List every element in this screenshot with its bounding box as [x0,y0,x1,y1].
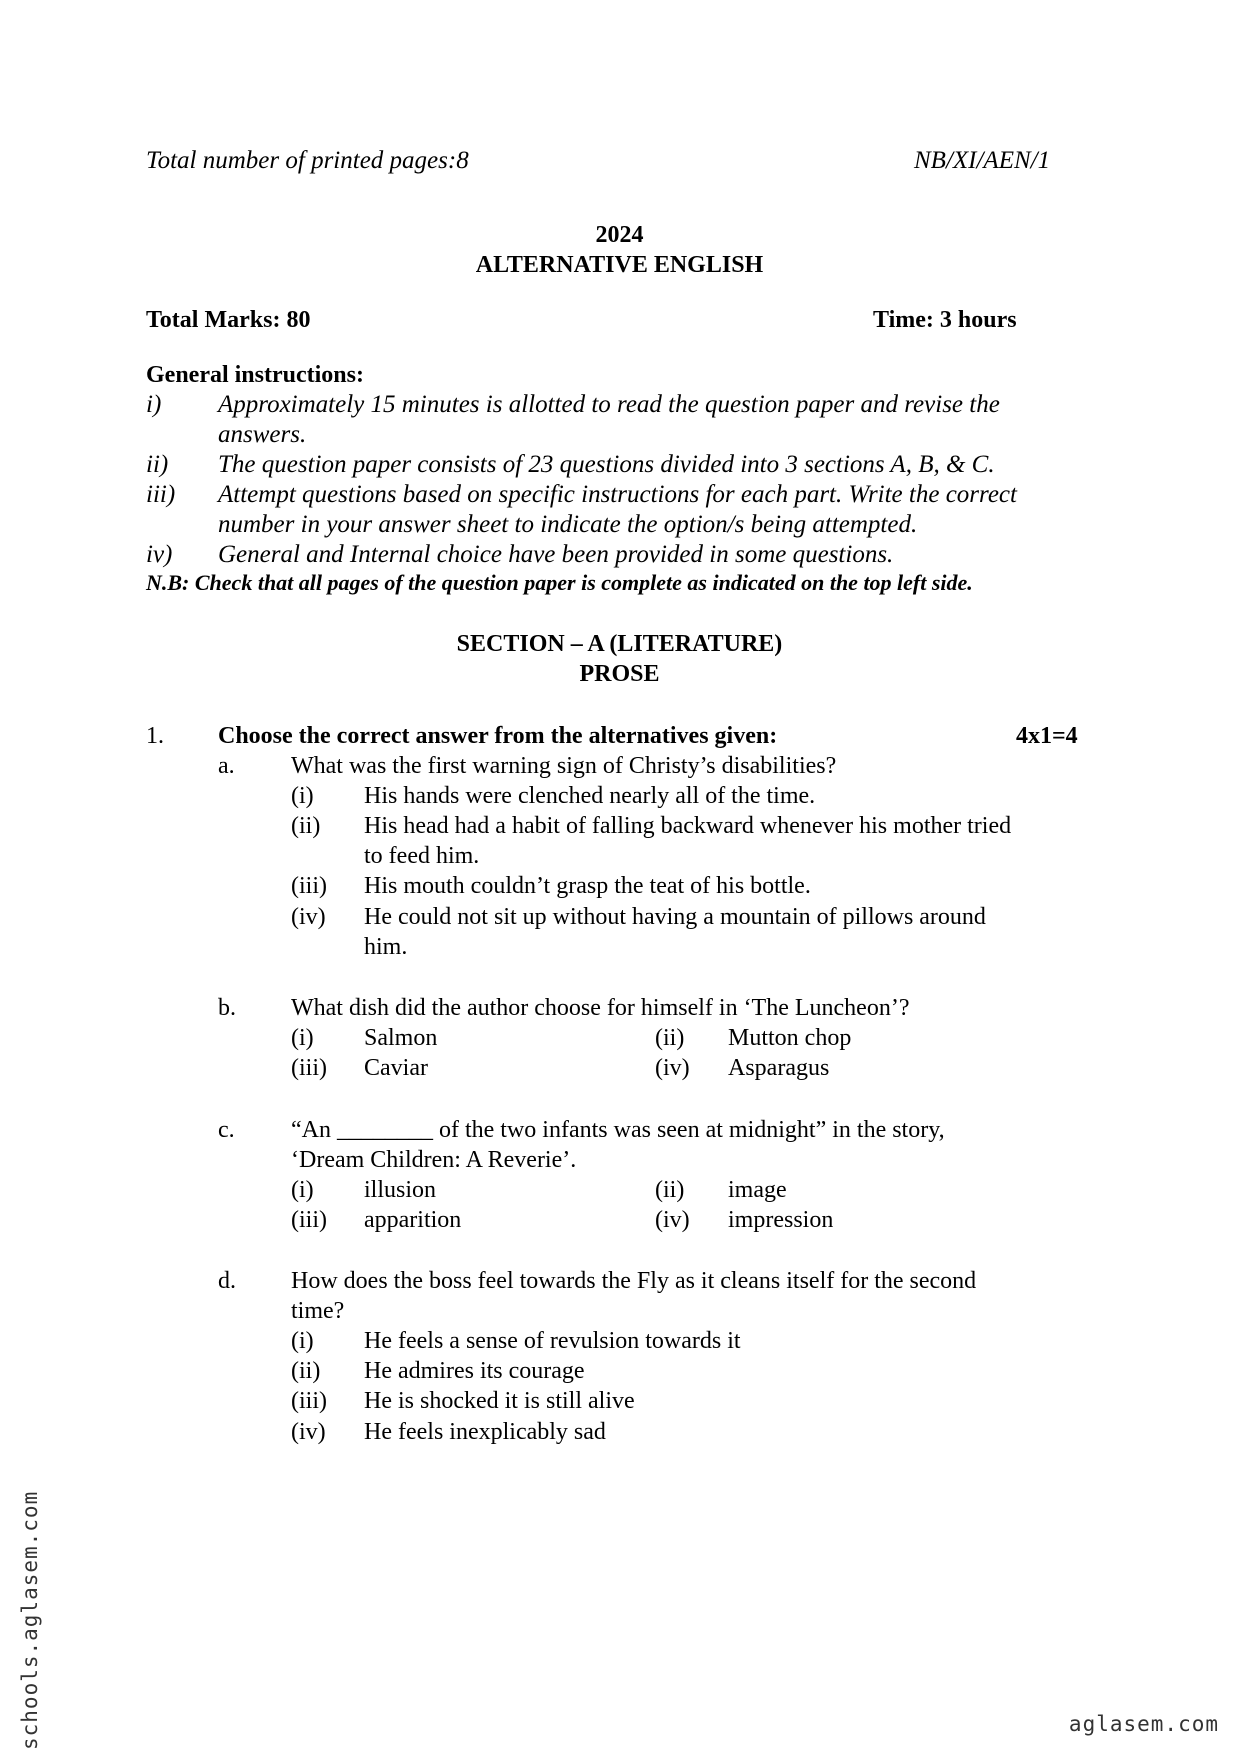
option-text: impression [728,1207,834,1233]
subquestion-text: How does the boss feel towards the Fly as it cleans itself for the second [291,1268,977,1294]
question-text: Choose the correct answer from the alternatives given: [218,723,778,749]
instruction-text-continued: answers. [218,421,307,448]
option-text: illusion [364,1177,437,1203]
option-number: (iii) [291,1055,327,1081]
instructions-heading: General instructions: [146,362,364,388]
instruction-text: Attempt questions based on specific instructions for each part. Write the correct [218,481,1017,508]
option-text: image [728,1177,787,1203]
option-number: (ii) [291,813,321,839]
option-text: His hands were clenched nearly all of the time. [364,783,816,809]
side-watermark: schools.aglasem.com [18,1490,42,1750]
subquestion-label: b. [218,995,236,1021]
section-subtitle: PROSE [579,661,660,687]
option-text: Asparagus [728,1055,830,1081]
nb-note: N.B: Check that all pages of the question paper is complete as indicated on the top left side. [146,570,973,595]
option-text: Mutton chop [728,1025,852,1051]
option-text: He could not sit up without having a mountain of pillows around [364,904,986,930]
option-text: Salmon [364,1025,438,1051]
exam-year: 2024 [595,222,644,248]
option-number: (i) [291,1177,314,1203]
printed-pages-note: Total number of printed pages:8 [146,147,469,174]
option-number: (i) [291,1328,314,1354]
option-text: He feels inexplicably sad [364,1419,606,1445]
subquestion-label: c. [218,1117,235,1143]
paper-code: NB/XI/AEN/1 [914,147,1051,174]
subject-title: ALTERNATIVE ENGLISH [475,252,764,278]
option-text: He admires its courage [364,1358,585,1384]
option-number: (iii) [291,1207,327,1233]
total-marks: Total Marks: 80 [146,307,311,333]
instruction-number: iv) [146,541,173,568]
question-number: 1. [146,723,164,749]
option-text: He feels a sense of revulsion towards it [364,1328,741,1354]
subquestion-label: d. [218,1268,236,1294]
instruction-number: ii) [146,451,169,478]
option-number: (i) [291,783,314,809]
instruction-text: Approximately 15 minutes is allotted to read the question paper and revise the [218,391,1000,418]
instruction-number: i) [146,391,162,418]
option-number: (ii) [291,1358,321,1384]
option-number: (ii) [655,1177,685,1203]
option-number: (ii) [655,1025,685,1051]
option-number: (iv) [655,1207,690,1233]
option-text: He is shocked it is still alive [364,1388,635,1414]
subquestion-text: What was the first warning sign of Christy’s disabilities? [291,753,837,779]
option-number: (iv) [291,1419,326,1445]
option-number: (iii) [291,873,327,899]
option-number: (i) [291,1025,314,1051]
option-text: Caviar [364,1055,428,1081]
option-text-continued: to feed him. [364,843,480,869]
instruction-text: The question paper consists of 23 questions divided into 3 sections A, B, & C. [218,451,995,478]
option-number: (iii) [291,1388,327,1414]
subquestion-label: a. [218,753,235,779]
question-marks: 4x1=4 [1016,723,1078,749]
instruction-text: General and Internal choice have been provided in some questions. [218,541,894,568]
subquestion-text-continued: ‘Dream Children: A Reverie’. [291,1147,577,1173]
option-text-continued: him. [364,934,408,960]
instruction-number: iii) [146,481,176,508]
option-text: His mouth couldn’t grasp the teat of his bottle. [364,873,811,899]
subquestion-text-continued: time? [291,1298,345,1324]
section-title: SECTION – A (LITERATURE) [456,631,783,657]
time-allowed: Time: 3 hours [873,307,1017,333]
option-number: (iv) [655,1055,690,1081]
option-text: apparition [364,1207,462,1233]
footer-watermark: aglasem.com [1068,1712,1219,1736]
option-number: (iv) [291,904,326,930]
subquestion-text: What dish did the author choose for himself in ‘The Luncheon’? [291,995,910,1021]
subquestion-text: “An ________ of the two infants was seen at midnight” in the story, [291,1117,945,1143]
option-text: His head had a habit of falling backward whenever his mother tried [364,813,1012,839]
instruction-text-continued: number in your answer sheet to indicate the option/s being attempted. [218,511,918,538]
